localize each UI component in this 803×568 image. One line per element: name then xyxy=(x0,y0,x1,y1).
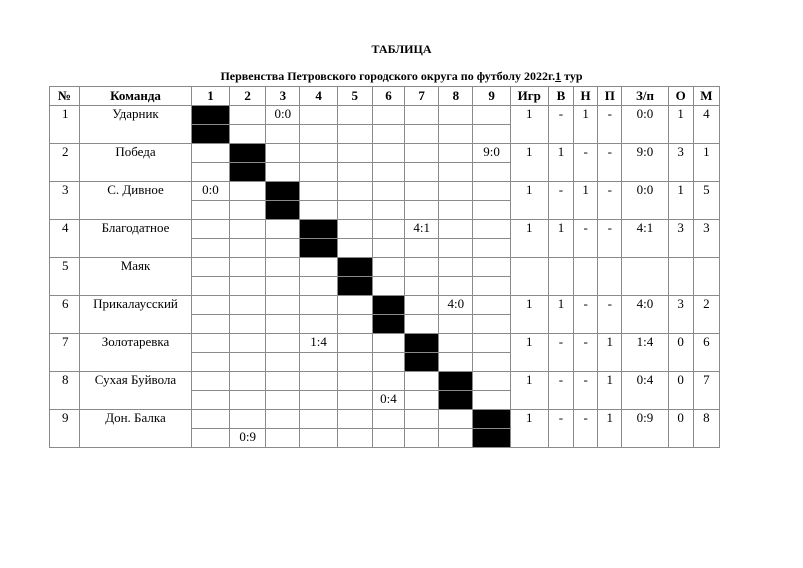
result-cell xyxy=(473,163,510,182)
result-cell xyxy=(405,315,439,334)
result-cell xyxy=(372,239,404,258)
result-cell xyxy=(405,258,439,277)
result-cell xyxy=(230,201,266,220)
result-cell xyxy=(191,429,229,448)
result-cell xyxy=(230,106,266,125)
team-name: Ударник xyxy=(80,106,192,144)
result-cell xyxy=(405,391,439,410)
diagonal-block xyxy=(439,372,473,391)
result-cell xyxy=(439,353,473,372)
result-cell xyxy=(300,410,337,429)
stat-place: 8 xyxy=(693,410,719,448)
stat-place: 7 xyxy=(693,372,719,410)
result-cell xyxy=(230,277,266,296)
result-cell xyxy=(439,220,473,239)
result-cell xyxy=(191,277,229,296)
result-cell xyxy=(372,410,404,429)
stat-wins: 1 xyxy=(548,296,573,334)
stat-games: 1 xyxy=(510,296,548,334)
result-cell xyxy=(337,144,372,163)
result-cell xyxy=(405,277,439,296)
header-num: № xyxy=(50,87,80,106)
result-cell xyxy=(191,258,229,277)
table-row xyxy=(50,372,720,391)
stat-games: 1 xyxy=(510,182,548,220)
result-cell xyxy=(405,163,439,182)
stat-draws xyxy=(574,258,598,296)
result-cell xyxy=(300,106,337,125)
result-cell xyxy=(230,220,266,239)
stat-draws: - xyxy=(574,220,598,258)
result-cell xyxy=(300,315,337,334)
table-row xyxy=(50,182,720,201)
result-cell xyxy=(372,220,404,239)
result-cell xyxy=(372,372,404,391)
result-cell xyxy=(337,391,372,410)
stat-place: 3 xyxy=(693,220,719,258)
result-cell xyxy=(337,182,372,201)
result-cell xyxy=(300,144,337,163)
result-cell xyxy=(191,220,229,239)
result-cell xyxy=(337,239,372,258)
stat-games: 1 xyxy=(510,220,548,258)
header-opponent-5: 5 xyxy=(337,87,372,106)
header-opponent-4: 4 xyxy=(300,87,337,106)
stat-goals: 0:9 xyxy=(622,410,668,448)
result-cell xyxy=(300,201,337,220)
result-cell xyxy=(405,144,439,163)
stat-games xyxy=(510,258,548,296)
stat-losses: 1 xyxy=(598,372,622,410)
diagonal-block xyxy=(230,144,266,163)
result-cell xyxy=(300,372,337,391)
result-cell xyxy=(266,277,300,296)
stat-goals: 0:0 xyxy=(622,106,668,144)
result-cell xyxy=(405,106,439,125)
header-opponent-9: 9 xyxy=(473,87,510,106)
result-cell xyxy=(372,144,404,163)
stat-points: 3 xyxy=(668,296,693,334)
result-cell xyxy=(337,296,372,315)
result-cell xyxy=(266,334,300,353)
result-cell xyxy=(266,315,300,334)
stat-points xyxy=(668,258,693,296)
table-row xyxy=(50,220,720,239)
result-cell xyxy=(372,125,404,144)
diagonal-block xyxy=(405,353,439,372)
result-cell xyxy=(337,220,372,239)
result-cell xyxy=(191,144,229,163)
stat-place: 4 xyxy=(693,106,719,144)
result-cell xyxy=(337,125,372,144)
result-cell xyxy=(473,201,510,220)
result-cell xyxy=(266,163,300,182)
result-cell xyxy=(191,315,229,334)
header-opponent-6: 6 xyxy=(372,87,404,106)
row-number: 2 xyxy=(50,144,80,182)
result-cell xyxy=(473,220,510,239)
result-cell xyxy=(405,429,439,448)
result-cell xyxy=(473,277,510,296)
result-cell xyxy=(266,220,300,239)
header-games: Игр xyxy=(510,87,548,106)
result-cell xyxy=(230,296,266,315)
header-opponent-2: 2 xyxy=(230,87,266,106)
diagonal-block xyxy=(473,429,510,448)
result-cell xyxy=(266,410,300,429)
stat-goals: 9:0 xyxy=(622,144,668,182)
result-cell xyxy=(230,410,266,429)
header-draws: Н xyxy=(574,87,598,106)
team-name: Победа xyxy=(80,144,192,182)
stat-games: 1 xyxy=(510,410,548,448)
result-cell xyxy=(439,315,473,334)
stat-wins: 1 xyxy=(548,144,573,182)
document-title: ТАБЛИЦА xyxy=(371,42,432,56)
stat-draws: - xyxy=(574,296,598,334)
stat-wins: - xyxy=(548,106,573,144)
result-cell xyxy=(337,353,372,372)
result-cell xyxy=(439,277,473,296)
result-cell xyxy=(372,429,404,448)
subtitle-round-suffix: тур xyxy=(561,69,583,83)
header-losses: П xyxy=(598,87,622,106)
result-cell xyxy=(405,182,439,201)
stat-games: 1 xyxy=(510,144,548,182)
stat-place: 5 xyxy=(693,182,719,220)
result-cell xyxy=(337,429,372,448)
result-cell xyxy=(337,334,372,353)
result-cell xyxy=(266,429,300,448)
result-cell xyxy=(372,106,404,125)
stat-games: 1 xyxy=(510,334,548,372)
result-cell xyxy=(300,163,337,182)
result-cell xyxy=(372,353,404,372)
result-cell xyxy=(230,353,266,372)
stat-draws: 1 xyxy=(574,182,598,220)
team-name: Благодатное xyxy=(80,220,192,258)
standings-table xyxy=(49,86,720,448)
row-number: 4 xyxy=(50,220,80,258)
row-number: 7 xyxy=(50,334,80,372)
result-cell: 9:0 xyxy=(473,144,510,163)
result-cell: 4:0 xyxy=(439,296,473,315)
header-points: О xyxy=(668,87,693,106)
result-cell xyxy=(473,258,510,277)
result-cell xyxy=(266,296,300,315)
result-cell xyxy=(300,353,337,372)
result-cell xyxy=(473,315,510,334)
result-cell xyxy=(191,353,229,372)
result-cell xyxy=(230,315,266,334)
result-cell xyxy=(337,315,372,334)
table-row xyxy=(50,144,720,163)
result-cell xyxy=(439,258,473,277)
header-opponent-8: 8 xyxy=(439,87,473,106)
result-cell: 0:0 xyxy=(266,106,300,125)
result-cell xyxy=(266,144,300,163)
result-cell xyxy=(473,239,510,258)
document-subtitle xyxy=(0,69,803,84)
stat-goals xyxy=(622,258,668,296)
result-cell xyxy=(300,391,337,410)
result-cell xyxy=(439,429,473,448)
result-cell xyxy=(230,125,266,144)
stat-points: 0 xyxy=(668,410,693,448)
result-cell xyxy=(439,334,473,353)
result-cell xyxy=(473,296,510,315)
result-cell xyxy=(300,182,337,201)
stat-goals: 0:0 xyxy=(622,182,668,220)
result-cell: 0:0 xyxy=(191,182,229,201)
diagonal-block xyxy=(300,239,337,258)
result-cell xyxy=(337,372,372,391)
stat-draws: - xyxy=(574,372,598,410)
stat-losses: - xyxy=(598,296,622,334)
header-wins: В xyxy=(548,87,573,106)
result-cell xyxy=(405,125,439,144)
stat-points: 0 xyxy=(668,334,693,372)
result-cell xyxy=(191,334,229,353)
table-row xyxy=(50,410,720,429)
row-number: 3 xyxy=(50,182,80,220)
result-cell xyxy=(372,258,404,277)
diagonal-block xyxy=(473,410,510,429)
result-cell xyxy=(372,277,404,296)
stat-losses xyxy=(598,258,622,296)
table-row xyxy=(50,106,720,125)
row-number: 9 xyxy=(50,410,80,448)
result-cell xyxy=(439,410,473,429)
diagonal-block xyxy=(405,334,439,353)
result-cell xyxy=(473,334,510,353)
stat-place: 6 xyxy=(693,334,719,372)
result-cell xyxy=(473,125,510,144)
stat-goals: 4:1 xyxy=(622,220,668,258)
subtitle-prefix: Первенства Петровского городского округа по футболу 2022г. xyxy=(220,69,556,83)
result-cell xyxy=(266,258,300,277)
table-row xyxy=(50,296,720,315)
result-cell xyxy=(191,372,229,391)
diagonal-block xyxy=(372,296,404,315)
result-cell xyxy=(266,391,300,410)
stat-goals: 4:0 xyxy=(622,296,668,334)
stat-draws: 1 xyxy=(574,106,598,144)
result-cell xyxy=(405,372,439,391)
diagonal-block xyxy=(337,258,372,277)
diagonal-block xyxy=(266,201,300,220)
header-opponent-3: 3 xyxy=(266,87,300,106)
result-cell xyxy=(191,296,229,315)
stat-place: 2 xyxy=(693,296,719,334)
result-cell xyxy=(337,410,372,429)
diagonal-block xyxy=(439,391,473,410)
team-name: Прикалаусский xyxy=(80,296,192,334)
team-name: Сухая Буйвола xyxy=(80,372,192,410)
diagonal-block xyxy=(372,315,404,334)
result-cell xyxy=(473,353,510,372)
row-number: 8 xyxy=(50,372,80,410)
header-place: М xyxy=(693,87,719,106)
result-cell: 1:4 xyxy=(300,334,337,353)
header-row xyxy=(50,87,720,106)
result-cell xyxy=(405,296,439,315)
stat-place xyxy=(693,258,719,296)
result-cell xyxy=(405,201,439,220)
stat-wins: - xyxy=(548,334,573,372)
team-name: Маяк xyxy=(80,258,192,296)
stat-points: 1 xyxy=(668,182,693,220)
result-cell xyxy=(473,182,510,201)
stat-draws: - xyxy=(574,410,598,448)
result-cell xyxy=(473,106,510,125)
result-cell xyxy=(439,106,473,125)
result-cell xyxy=(300,125,337,144)
stat-losses: - xyxy=(598,106,622,144)
team-name: Дон. Балка xyxy=(80,410,192,448)
stat-place: 1 xyxy=(693,144,719,182)
stat-draws: - xyxy=(574,334,598,372)
result-cell xyxy=(191,163,229,182)
result-cell xyxy=(439,201,473,220)
result-cell xyxy=(337,106,372,125)
stat-points: 1 xyxy=(668,106,693,144)
stat-wins: 1 xyxy=(548,220,573,258)
stat-losses: - xyxy=(598,220,622,258)
result-cell xyxy=(191,391,229,410)
result-cell xyxy=(300,277,337,296)
result-cell xyxy=(372,334,404,353)
result-cell xyxy=(191,410,229,429)
team-name: С. Дивное xyxy=(80,182,192,220)
result-cell xyxy=(230,391,266,410)
stat-losses: - xyxy=(598,182,622,220)
result-cell xyxy=(439,182,473,201)
result-cell: 4:1 xyxy=(405,220,439,239)
stat-points: 3 xyxy=(668,220,693,258)
result-cell xyxy=(266,372,300,391)
row-number: 1 xyxy=(50,106,80,144)
result-cell xyxy=(439,144,473,163)
stat-wins: - xyxy=(548,410,573,448)
row-number: 5 xyxy=(50,258,80,296)
result-cell xyxy=(439,163,473,182)
stat-losses: 1 xyxy=(598,334,622,372)
diagonal-block xyxy=(191,125,229,144)
result-cell xyxy=(230,258,266,277)
stat-wins xyxy=(548,258,573,296)
diagonal-block xyxy=(191,106,229,125)
result-cell xyxy=(473,372,510,391)
result-cell xyxy=(230,239,266,258)
result-cell xyxy=(337,163,372,182)
result-cell xyxy=(405,239,439,258)
stat-goals: 0:4 xyxy=(622,372,668,410)
result-cell xyxy=(230,334,266,353)
stat-wins: - xyxy=(548,182,573,220)
row-number: 6 xyxy=(50,296,80,334)
result-cell xyxy=(300,429,337,448)
result-cell xyxy=(266,239,300,258)
result-cell xyxy=(473,391,510,410)
stat-wins: - xyxy=(548,372,573,410)
stat-draws: - xyxy=(574,144,598,182)
result-cell xyxy=(372,163,404,182)
stat-losses: - xyxy=(598,144,622,182)
header-opponent-1: 1 xyxy=(191,87,229,106)
result-cell xyxy=(405,410,439,429)
table-row xyxy=(50,258,720,277)
result-cell xyxy=(300,258,337,277)
result-cell xyxy=(266,125,300,144)
team-name: Золотаревка xyxy=(80,334,192,372)
subtitle-round-number: 1 xyxy=(555,69,562,83)
result-cell: 0:9 xyxy=(230,429,266,448)
result-cell xyxy=(372,182,404,201)
diagonal-block xyxy=(266,182,300,201)
diagonal-block xyxy=(230,163,266,182)
header-opponent-7: 7 xyxy=(405,87,439,106)
result-cell xyxy=(439,239,473,258)
diagonal-block xyxy=(337,277,372,296)
result-cell xyxy=(191,239,229,258)
stat-points: 3 xyxy=(668,144,693,182)
stat-losses: 1 xyxy=(598,410,622,448)
header-goals: З/п xyxy=(622,87,668,106)
result-cell xyxy=(191,201,229,220)
result-cell: 0:4 xyxy=(372,391,404,410)
result-cell xyxy=(230,182,266,201)
header-team: Команда xyxy=(80,87,192,106)
result-cell xyxy=(266,353,300,372)
stat-goals: 1:4 xyxy=(622,334,668,372)
table-row xyxy=(50,334,720,353)
result-cell xyxy=(230,372,266,391)
result-cell xyxy=(300,296,337,315)
diagonal-block xyxy=(300,220,337,239)
stat-games: 1 xyxy=(510,106,548,144)
result-cell xyxy=(439,125,473,144)
result-cell xyxy=(337,201,372,220)
stat-points: 0 xyxy=(668,372,693,410)
result-cell xyxy=(372,201,404,220)
stat-games: 1 xyxy=(510,372,548,410)
